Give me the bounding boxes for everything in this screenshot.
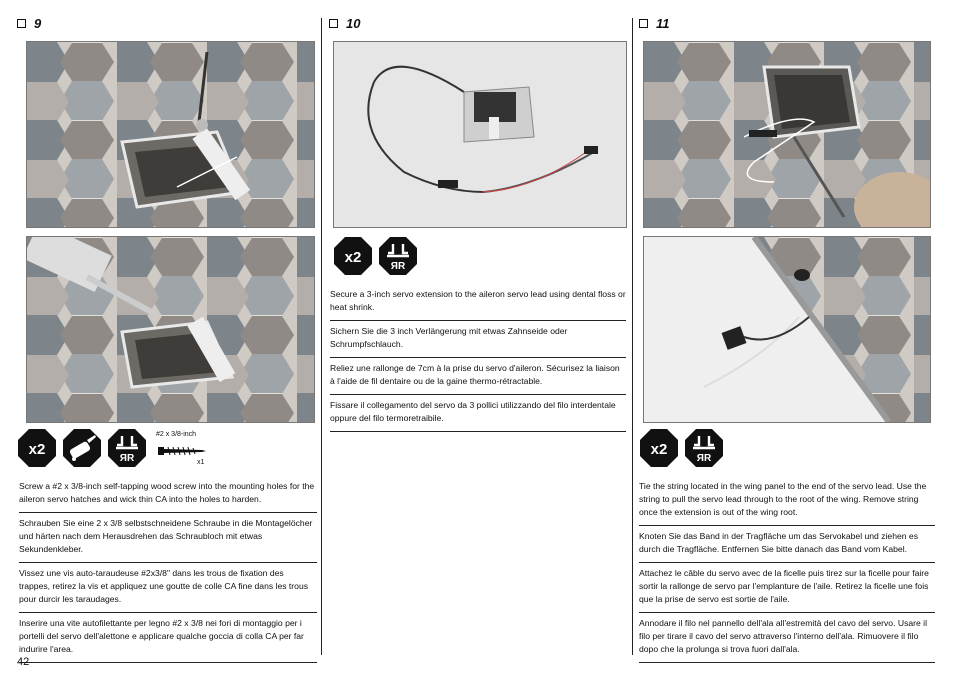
step-9-instructions <box>19 480 317 663</box>
photo-servo-extension <box>333 41 627 228</box>
left-right-wing-icon <box>378 236 418 276</box>
instruction-fr: Reliez une rallonge de 7cm à la prise du servo d'aileron. Sécurisez la liaison à l'aide de fil dentaire ou de la gaine thermo-rétractable. <box>330 358 626 395</box>
step-number: 9 <box>34 16 42 31</box>
x2-badge-icon <box>333 236 373 276</box>
step-11-heading <box>639 16 670 31</box>
step-10-instructions <box>330 288 626 432</box>
svg-text:x2: x2 <box>28 441 46 458</box>
screw-icon <box>158 444 206 458</box>
screw-quantity: x1 <box>197 459 205 466</box>
instruction-de: Schrauben Sie eine 2 x 3/8 selbstschneidene Schraube in die Montagelöcher und härten nach dem Herausdrehen das Schraubloch mit etwas Sekundenkleber. <box>19 513 317 563</box>
instruction-en: Secure a 3-inch servo extension to the aileron servo lead using dental floss or heat shrink. <box>330 288 626 321</box>
page-number: 42 <box>17 656 30 668</box>
x2-badge-icon <box>17 428 57 468</box>
screw-size-label: #2 x 3/8-inch <box>156 431 197 438</box>
step-10-heading <box>329 16 360 31</box>
photo-wing-root-lead <box>643 236 931 423</box>
step-9-icons <box>17 428 147 468</box>
step-number: 10 <box>346 16 361 31</box>
svg-text:ЯR: ЯR <box>119 453 135 464</box>
instruction-en: Tie the string located in the wing panel to the end of the servo lead. Use the string to pull the servo lead through to the root of the wing. Remove string once the extension is out of the wing root. <box>639 480 935 526</box>
left-right-wing-icon <box>684 428 724 468</box>
instruction-it: Annodare il filo nel pannello dell'ala all'estremità del cavo del servo. Usare il filo per tirare il cavo del servo attraverso l'interno dell'ala. Rimuovere il filo dopo che la prolunga si trova fuori dall'ala. <box>639 613 935 663</box>
step-number: 11 <box>656 16 670 31</box>
step-9-heading <box>17 16 41 31</box>
svg-text:ЯR: ЯR <box>696 453 712 464</box>
photo-ca-glue-hatch <box>26 236 315 423</box>
instruction-it: Fissare il collegamento del servo da 3 pollici utilizzando del filo interdentale oppure del filo termoretraibile. <box>330 395 626 432</box>
step-11-icons <box>639 428 724 468</box>
svg-text:x2: x2 <box>650 441 668 458</box>
ca-glue-bottle-icon <box>62 428 102 468</box>
svg-text:ЯR: ЯR <box>390 261 406 272</box>
step-11-instructions <box>639 480 935 663</box>
instruction-fr: Vissez une vis auto-taraudeuse #2x3/8" dans les trous de fixation des trappes, retirez la vis et appliquez une goutte de colle CA fine dans les trous pour durcir les taraudages. <box>19 563 317 613</box>
column-divider <box>632 18 633 655</box>
checkbox-icon <box>17 19 26 28</box>
photo-screw-hatch <box>26 41 315 228</box>
x2-badge-icon <box>639 428 679 468</box>
photo-tie-string <box>643 41 931 228</box>
instruction-de: Sichern Sie die 3 inch Verlängerung mit etwas Zahnseide oder Schrumpfschlauch. <box>330 321 626 358</box>
instruction-fr: Attachez le câble du servo avec de la ficelle puis tirez sur la ficelle pour faire sortir la rallonge de servo par l'emplanture de l'aile. Retirez la ficelle une fois que la prise de servo est sortie de l'aile. <box>639 563 935 613</box>
svg-text:x2: x2 <box>344 249 362 266</box>
instruction-de: Knoten Sie das Band in der Tragfläche um das Servokabel und ziehen es durch die Tragfläche. Entfernen Sie bitte danach das Band vom Kabel. <box>639 526 935 563</box>
instruction-it: Inserire una vite autofilettante per legno #2 x 3/8 nei fori di montaggio per i portelli del servo dell'alettone e applicare qualche goccia di colla CA per far indurire l'area. <box>19 613 317 663</box>
instruction-en: Screw a #2 x 3/8-inch self-tapping wood screw into the mounting holes for the aileron servo hatches and wick thin CA into the holes to harden. <box>19 480 317 513</box>
checkbox-icon <box>329 19 338 28</box>
checkbox-icon <box>639 19 648 28</box>
column-divider <box>321 18 322 655</box>
left-right-wing-icon <box>107 428 147 468</box>
step-10-icons <box>333 236 418 276</box>
